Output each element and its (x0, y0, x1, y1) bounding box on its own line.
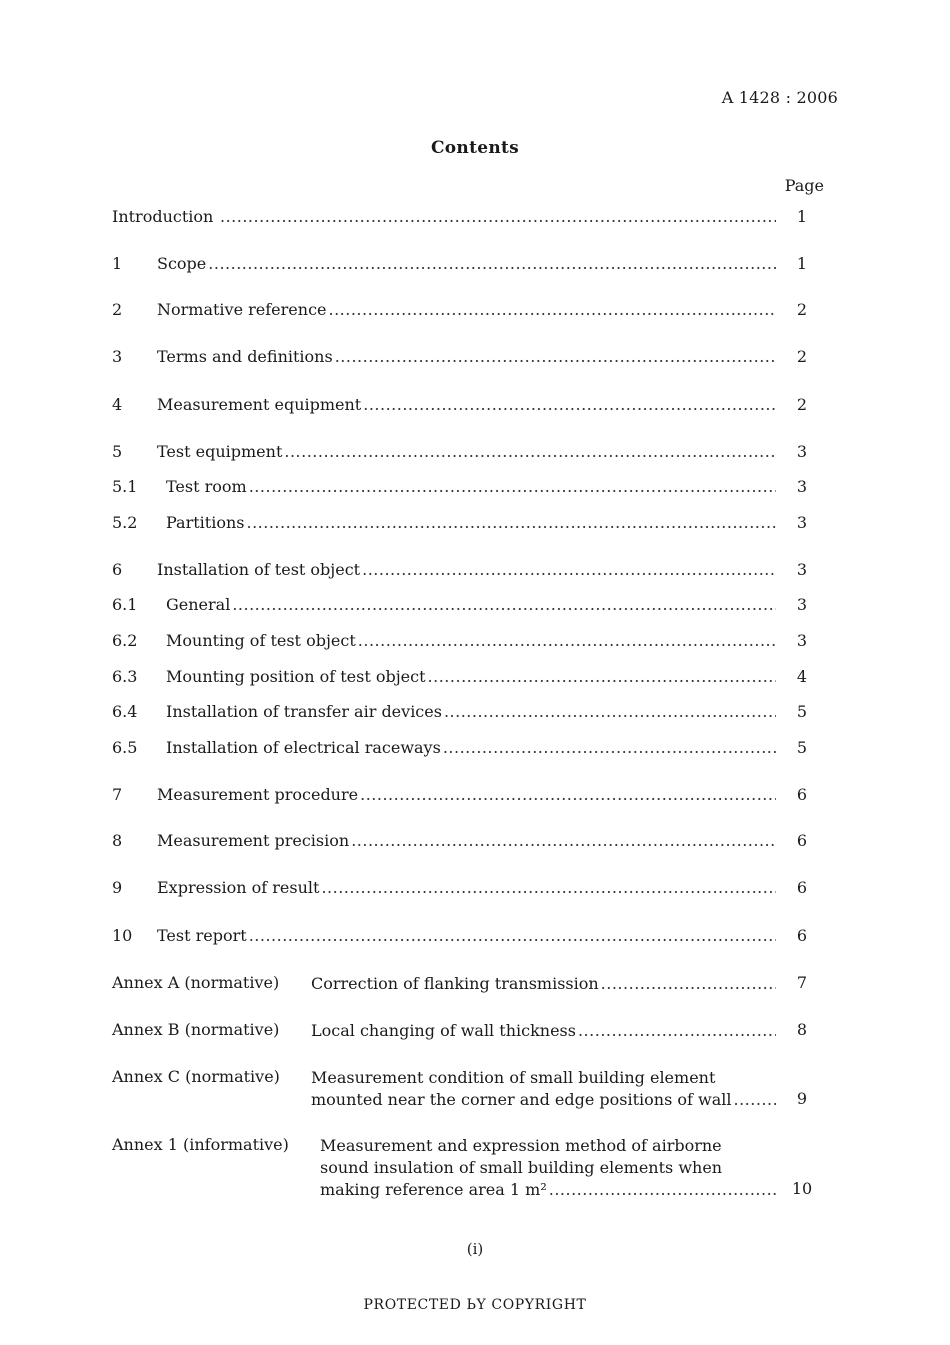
dot-leader (428, 667, 776, 686)
toc-entry-page: 4 (796, 667, 808, 686)
toc-entry-page: 3 (796, 442, 808, 461)
annex-title-line: Measurement and expression method of airborne (320, 1136, 722, 1155)
toc-entry-number: 4 (112, 395, 123, 414)
toc-entry-number: 8 (112, 831, 123, 850)
toc-entry[interactable] (112, 300, 817, 324)
toc-entry-number: 1 (112, 254, 123, 273)
toc-entry-number: 6.4 (112, 702, 138, 721)
toc-entry-page: 3 (796, 631, 808, 650)
toc-entry[interactable] (112, 926, 817, 950)
toc-entry-page: 5 (796, 702, 808, 721)
toc-entry-label: Expression of result (157, 878, 320, 897)
toc-entry-page: 9 (796, 1089, 808, 1108)
toc-entry-number: 10 (112, 926, 133, 945)
toc-entry-page: 3 (796, 560, 808, 579)
page-column-label: Page (784, 176, 824, 195)
toc-entry-page: 6 (796, 831, 808, 850)
toc-entry[interactable] (112, 878, 817, 902)
toc-entry-number: 6 (112, 560, 123, 579)
toc-entry-number: Introduction (112, 207, 214, 226)
toc-entry-page: 6 (796, 785, 808, 804)
toc-entry-label: Terms and definitions (157, 347, 333, 366)
toc-entry-number: 7 (112, 785, 123, 804)
toc-entry-label: Mounting position of test object (166, 667, 426, 686)
toc-entry[interactable] (112, 395, 817, 419)
toc-entry[interactable] (112, 738, 817, 762)
page-number: (i) (466, 1240, 484, 1258)
annex-designation: Annex B (normative) (112, 1020, 280, 1039)
dot-leader (335, 347, 776, 366)
dot-leader (249, 926, 776, 945)
toc-entry-number: 3 (112, 347, 123, 366)
toc-entry[interactable] (112, 347, 817, 371)
annex-title-line: Correction of flanking transmission (311, 974, 599, 993)
dot-leader (358, 631, 776, 650)
toc-entry-page: 3 (796, 595, 808, 614)
annex-designation: Annex A (normative) (112, 973, 280, 992)
toc-entry[interactable] (112, 595, 817, 619)
toc-entry-number: 6.3 (112, 667, 138, 686)
dot-leader (601, 973, 776, 995)
toc-entry-label: Test report (157, 926, 247, 945)
dot-leader (232, 595, 776, 614)
toc-entry-label: Normative reference (157, 300, 327, 319)
toc-entry-page: 3 (796, 513, 808, 532)
dot-leader (208, 254, 776, 273)
toc-entry[interactable] (112, 631, 817, 655)
toc-entry[interactable] (112, 831, 817, 855)
document-code: A 1428 : 2006 (721, 88, 838, 107)
dot-leader (220, 207, 776, 226)
dot-leader (360, 785, 776, 804)
toc-entry-page: 1 (796, 254, 808, 273)
toc-entry-label: Measurement equipment (157, 395, 362, 414)
toc-entry-label: Installation of electrical raceways (166, 738, 441, 757)
toc-entry-page: 6 (796, 878, 808, 897)
toc-entry-label: Installation of test object (157, 560, 361, 579)
annex-title-line: mounted near the corner and edge positions of wall (311, 1090, 732, 1109)
dot-leader (363, 395, 776, 414)
dot-leader (321, 878, 776, 897)
annex-title-line: Local changing of wall thickness (311, 1021, 576, 1040)
toc-entry-number: 6.2 (112, 631, 138, 650)
page-title: Contents (430, 138, 520, 158)
dot-leader (249, 477, 776, 496)
toc-entry-label: Measurement procedure (157, 785, 359, 804)
toc-entry[interactable] (112, 207, 817, 231)
dot-leader (329, 300, 777, 319)
dot-leader (734, 1089, 777, 1111)
dot-leader (444, 702, 776, 721)
toc-entry-page: 1 (796, 207, 808, 226)
annex-designation: Annex 1 (informative) (112, 1135, 289, 1154)
dot-leader (549, 1179, 776, 1201)
dot-leader (578, 1020, 776, 1042)
annex-designation: Annex C (normative) (112, 1067, 280, 1086)
dot-leader (246, 513, 776, 532)
dot-leader (351, 831, 776, 850)
toc-entry[interactable] (112, 442, 817, 466)
toc-entry[interactable] (112, 785, 817, 809)
toc-entry-number: 6.5 (112, 738, 138, 757)
toc-entry-label: Test equipment (157, 442, 283, 461)
toc-entry[interactable] (112, 477, 817, 501)
toc-entry-label: General (166, 595, 231, 614)
toc-entry-page: 5 (796, 738, 808, 757)
toc-entry-label: Scope (157, 254, 207, 273)
toc-entry[interactable] (112, 560, 817, 584)
toc-entry[interactable] (112, 702, 817, 726)
toc-entry[interactable] (112, 667, 817, 691)
toc-entry-page: 8 (796, 1020, 808, 1039)
toc-entry-label: Installation of transfer air devices (166, 702, 442, 721)
toc-entry-page: 3 (796, 477, 808, 496)
toc-entry[interactable] (112, 513, 817, 537)
toc-entry-label: Measurement precision (157, 831, 350, 850)
toc-entry[interactable] (112, 254, 817, 278)
toc-entry-page: 6 (796, 926, 808, 945)
toc-entry-page: 10 (791, 1179, 813, 1198)
toc-entry-number: 5 (112, 442, 123, 461)
toc-entry-label: Mounting of test object (166, 631, 356, 650)
annex-title-line: sound insulation of small building elements when (320, 1158, 723, 1177)
toc-entry-page: 2 (796, 300, 808, 319)
toc-entry-label: Partitions (166, 513, 245, 532)
toc-entry-number: 5.1 (112, 477, 138, 496)
annex-title-line: Measurement condition of small building element (311, 1068, 716, 1087)
toc-entry-page: 7 (796, 973, 808, 992)
dot-leader (362, 560, 776, 579)
dot-leader (284, 442, 776, 461)
toc-entry-label: Test room (166, 477, 247, 496)
toc-entry-number: 6.1 (112, 595, 138, 614)
toc-entry-number: 2 (112, 300, 123, 319)
dot-leader (443, 738, 776, 757)
toc-entry-page: 2 (796, 347, 808, 366)
toc-entry-number: 5.2 (112, 513, 138, 532)
copyright-notice: PROTECTED ЬY COPYRIGHT (363, 1297, 587, 1313)
toc-entry-page: 2 (796, 395, 808, 414)
toc-entry-number: 9 (112, 878, 123, 897)
annex-title-line: making reference area 1 m² (320, 1180, 547, 1199)
